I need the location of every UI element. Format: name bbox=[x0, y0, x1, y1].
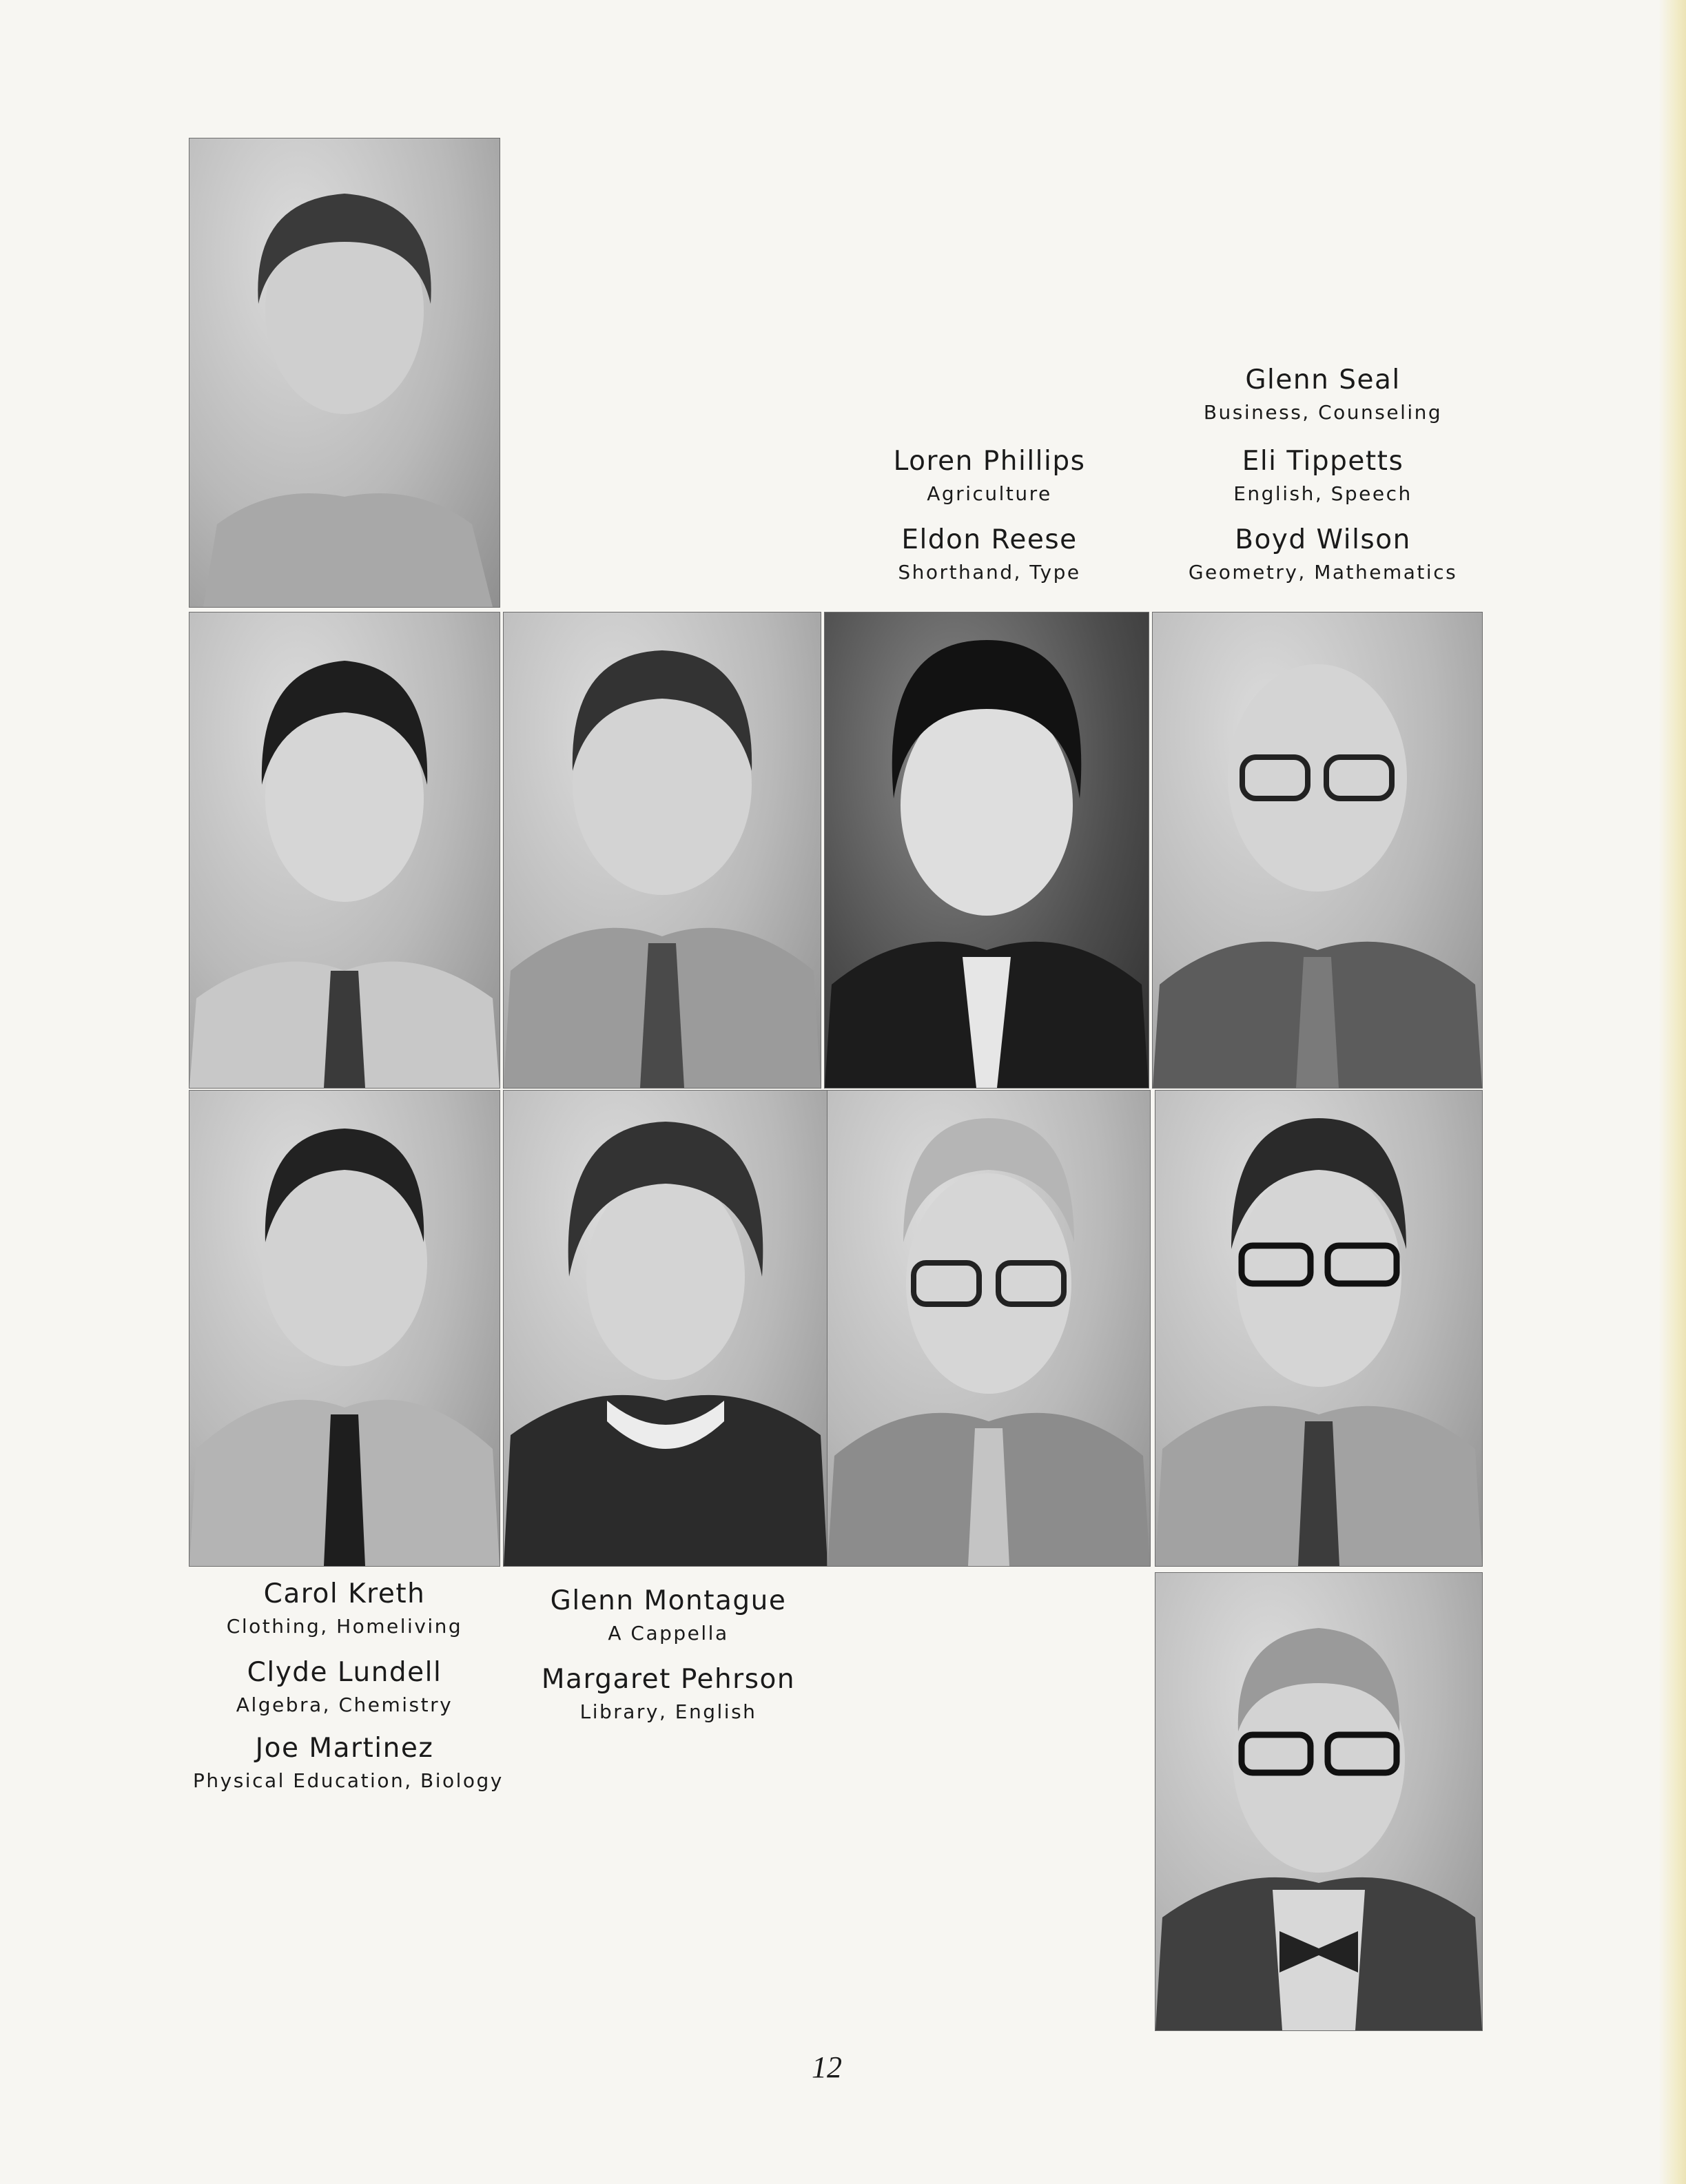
caption-glenn-seal bbox=[1168, 364, 1478, 424]
caption-eli-tippetts bbox=[1168, 448, 1478, 504]
teacher-subject: Agriculture bbox=[927, 482, 1052, 505]
teacher-subject: A Cappella bbox=[608, 1622, 729, 1645]
portrait-photo-row2-col4 bbox=[1155, 1090, 1483, 1567]
teacher-name: Eldon Reese bbox=[901, 524, 1078, 555]
teacher-name: Margaret Pehrson bbox=[541, 1664, 796, 1695]
teacher-name: Glenn Seal bbox=[1245, 364, 1401, 395]
teacher-name: Carol Kreth bbox=[263, 1578, 426, 1609]
portrait-photo-row2-col1 bbox=[189, 1090, 500, 1567]
caption-joe-martinez bbox=[193, 1733, 504, 1792]
teacher-subject: Physical Education, Biology bbox=[193, 1769, 504, 1792]
page-edge bbox=[1658, 0, 1686, 2184]
portrait-photo-row2-col2 bbox=[503, 1090, 828, 1567]
caption-margaret-pehrson bbox=[524, 1666, 813, 1722]
portrait-photo-row1-col3 bbox=[824, 612, 1149, 1089]
portrait-photo-woman-top-left bbox=[189, 138, 500, 608]
teacher-subject: Algebra, Chemistry bbox=[236, 1693, 453, 1716]
teacher-name: Clyde Lundell bbox=[247, 1657, 442, 1688]
teacher-subject: Business, Counseling bbox=[1203, 401, 1443, 424]
teacher-subject: English, Speech bbox=[1233, 482, 1412, 505]
teacher-subject: Shorthand, Type bbox=[898, 561, 1081, 584]
caption-clyde-lundell bbox=[193, 1659, 496, 1715]
teacher-subject: Library, English bbox=[579, 1700, 757, 1723]
teacher-subject: Geometry, Mathematics bbox=[1188, 561, 1458, 584]
caption-boyd-wilson bbox=[1168, 526, 1478, 582]
caption-glenn-montague bbox=[524, 1587, 813, 1643]
teacher-name: Eli Tippetts bbox=[1242, 446, 1404, 477]
page-number: 12 bbox=[812, 2050, 842, 2084]
caption-loren-phillips bbox=[852, 448, 1127, 504]
teacher-name: Glenn Montague bbox=[550, 1585, 787, 1616]
portrait-photo-row1-col2 bbox=[503, 612, 821, 1089]
teacher-name: Loren Phillips bbox=[893, 446, 1086, 477]
teacher-name: Boyd Wilson bbox=[1235, 524, 1411, 555]
teacher-subject: Clothing, Homeliving bbox=[226, 1615, 463, 1638]
caption-carol-kreth bbox=[193, 1580, 496, 1636]
teacher-name: Joe Martinez bbox=[255, 1733, 434, 1764]
portrait-photo-row1-col1 bbox=[189, 612, 500, 1089]
portrait-photo-row1-col4 bbox=[1152, 612, 1483, 1089]
caption-eldon-reese bbox=[852, 526, 1127, 582]
portrait-photo-row2-col3 bbox=[827, 1090, 1151, 1567]
portrait-photo-bottom-right bbox=[1155, 1572, 1483, 2031]
